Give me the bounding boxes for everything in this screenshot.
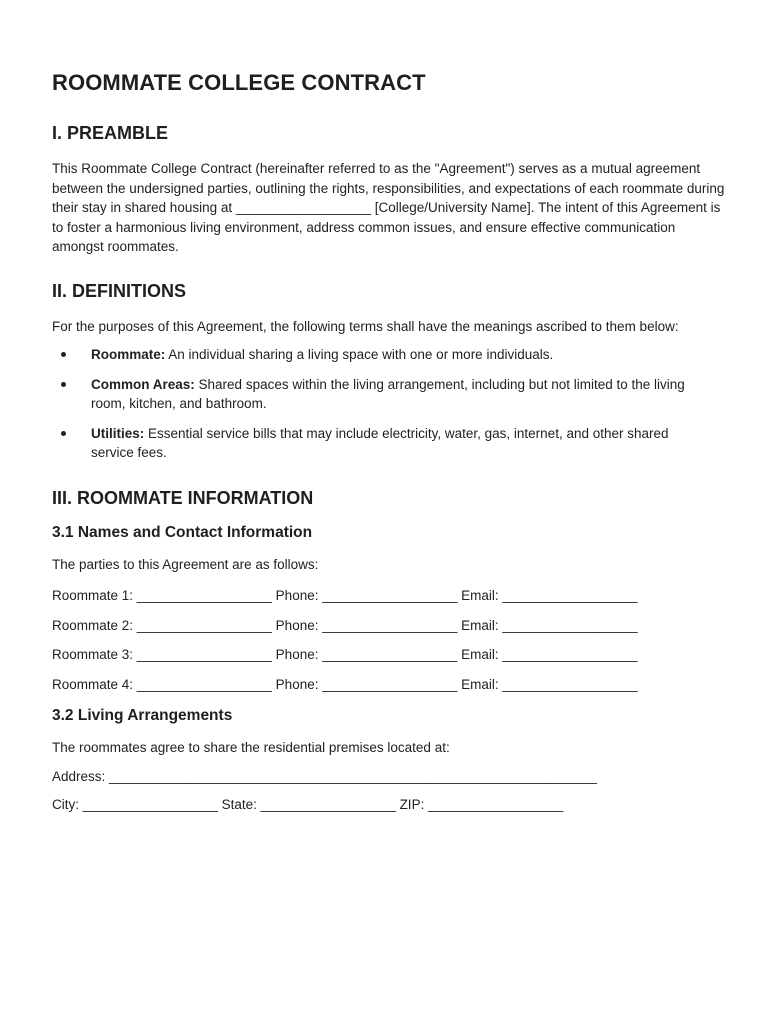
bullet-icon [61, 382, 66, 387]
definitions-list [52, 345, 730, 463]
bullet-icon [61, 352, 66, 357]
roommate-information-section [52, 488, 730, 815]
preamble-text: This Roommate College Contract (hereinafter referred to as the "Agreement") serves as a mutual agreement between the undersigned parties, outlining the rights, responsibilities, and expectations of each roommate during their stay in shared housing at __________________ [College/University Name]. The intent of this Agreement is to foster a harmonious living environment, address common issues, and ensure effective communication amongst roommates. [52, 161, 725, 254]
address-line: Address: _________________________________________________________________ [52, 768, 598, 784]
definition-item [52, 345, 730, 365]
definitions-heading: II. DEFINITIONS [52, 280, 187, 301]
roommate-4-line: Roommate 4: __________________ Phone: __________________ Email: __________________ [52, 676, 638, 692]
roommate-1-line: Roommate 1: __________________ Phone: __________________ Email: __________________ [52, 588, 638, 603]
living-arrangements-heading: 3.2 Living Arrangements [52, 707, 233, 724]
bullet-icon [61, 431, 66, 436]
definition-text: Shared spaces within the living arrangement, including but not limited to the living room, kitchen, and bathroom. [91, 376, 685, 411]
definition-item [52, 424, 730, 463]
roommate-2-line: Roommate 2: __________________ Phone: __________________ Email: __________________ [52, 617, 638, 633]
definition-item [52, 375, 730, 414]
names-intro: The parties to this Agreement are as follows: [52, 556, 319, 572]
definition-text: Essential service bills that may include electricity, water, gas, internet, and other shared service fees. [91, 425, 669, 460]
definition-term: Roommate: [91, 347, 166, 362]
roommate-3-line: Roommate 3: __________________ Phone: __________________ Email: __________________ [52, 647, 638, 662]
roommate-information-heading: III. ROOMMATE INFORMATION [52, 487, 314, 508]
city-state-zip-line: City: __________________ State: __________________ ZIP: __________________ [52, 797, 564, 812]
preamble-heading: I. PREAMBLE [52, 123, 169, 143]
definition-term: Utilities: [91, 425, 145, 441]
document-title: ROOMMATE COLLEGE CONTRACT [52, 70, 426, 95]
definitions-intro: For the purposes of this Agreement, the following terms shall have the meanings ascribed to them below: [52, 318, 679, 334]
living-intro: The roommates agree to share the residential premises located at: [52, 740, 450, 755]
definition-term: Common Areas: [91, 376, 195, 392]
definition-text: An individual sharing a living space with one or more individuals. [165, 347, 554, 362]
names-contact-heading: 3.1 Names and Contact Information [52, 523, 313, 541]
